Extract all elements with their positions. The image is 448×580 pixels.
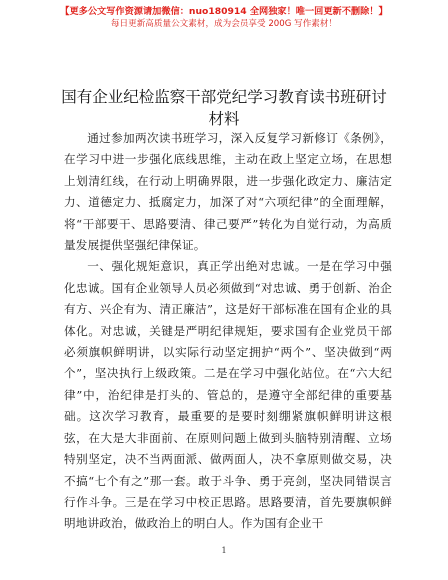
promo-banner-line-1: 【更多公文写作资源请加微信：nuo180914 全网独家！唯一回更新不删除！】 xyxy=(60,6,388,17)
paragraph-section-1: 一、强化规矩意识，真正学出绝对忠诚。一是在学习中强化忠诚。国有企业领导人员必须做到“对忠诚、勇于创新、治企有方、兴企有为、清正廉洁”，这是好干部标准在国有企业的具体化。对忠诚，关键是严明纪律规矩，要求国有企业党员干部必须旗帜鲜明讲，以实际行动坚定拥护“两个”、坚决做到“两个”，坚决执行上级政策。二是在学习中强化站位。在“六大纪律”中，治纪律是打头的、管总的，是遵守全部纪律的重要基础。这次学习教育，最重要的是要时刻绷紧旗帜鲜明讲这根弦，在大是大非面前、在原则问题上做到头脑特别清醒、立场特别坚定，决不当两面派、做两面人，决不拿原则做交易，决不搞“七个有之”那一套。敢于斗争、勇于亮剑，坚决同错误言行作斗争。三是在学习中校正思路。思路要清，首先要旗帜鲜明地讲政治，做政治上的明白人。作为国有企业干 xyxy=(64,259,392,531)
paragraph-intro: 通过参加两次读书班学习，深入反复学习新修订《条例》，在学习中进一步强化底线思维，主动在政上坚定立场，在思想上划清红线，在行动上明确界限，进一步强化政定力、廉洁定力、道德定力、抵腐定力，加深了对“六项纪律”的全面理解，将“干部要干、思路要清、律己要严”转化为自觉行动，为高质量发展提供坚强纪律保证。 xyxy=(64,131,392,253)
promo-banner-line-2: 每日更新高质量公文素材，成为会员享受 200G 写作素材！ xyxy=(110,19,338,29)
promo-banner xyxy=(0,6,448,30)
document-body xyxy=(64,128,392,535)
document-title: 国有企业纪检监察干部党纪学习教育读书班研讨材料 xyxy=(61,88,387,128)
page-number: 1 xyxy=(221,546,227,555)
